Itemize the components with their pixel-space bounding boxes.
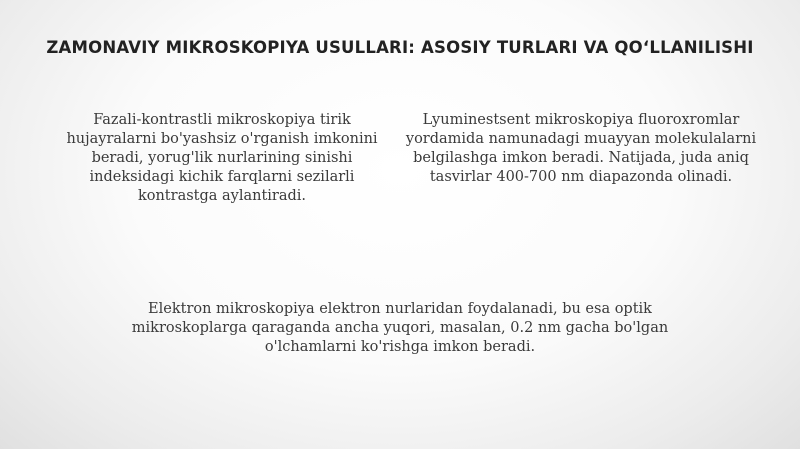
phase-contrast-paragraph: Fazali-kontrastli mikroskopiya tirik hujayralarni bo'yashsiz o'rganish imkonini beradi, yorug'lik nurlarining sinishi indeksidagi kichik farqlarni sezilarli kontrastga aylantiradi. <box>66 112 378 204</box>
electron-paragraph: Elektron mikroskopiya elektron nurlaridan foydalanadi, bu esa optik mikroskoplarga qaraganda ancha yuqori, masalan, 0.2 nm gacha bo'lgan o'lchamlarni ko'rishga imkon beradi. <box>131 301 669 355</box>
slide-title: ZAMONAVIY MIKROSKOPIYA USULLARI: ASOSIY TURLARI VA QO‘LLANILISHI <box>46 38 754 57</box>
fluorescence-paragraph: Lyuminestsent mikroskopiya fluoroxromlar yordamida namunadagi muayyan molekulalarni belgilashga imkon beradi. Natijada, juda aniq tasvirlar 400-700 nm diapazonda olinadi. <box>405 112 757 185</box>
